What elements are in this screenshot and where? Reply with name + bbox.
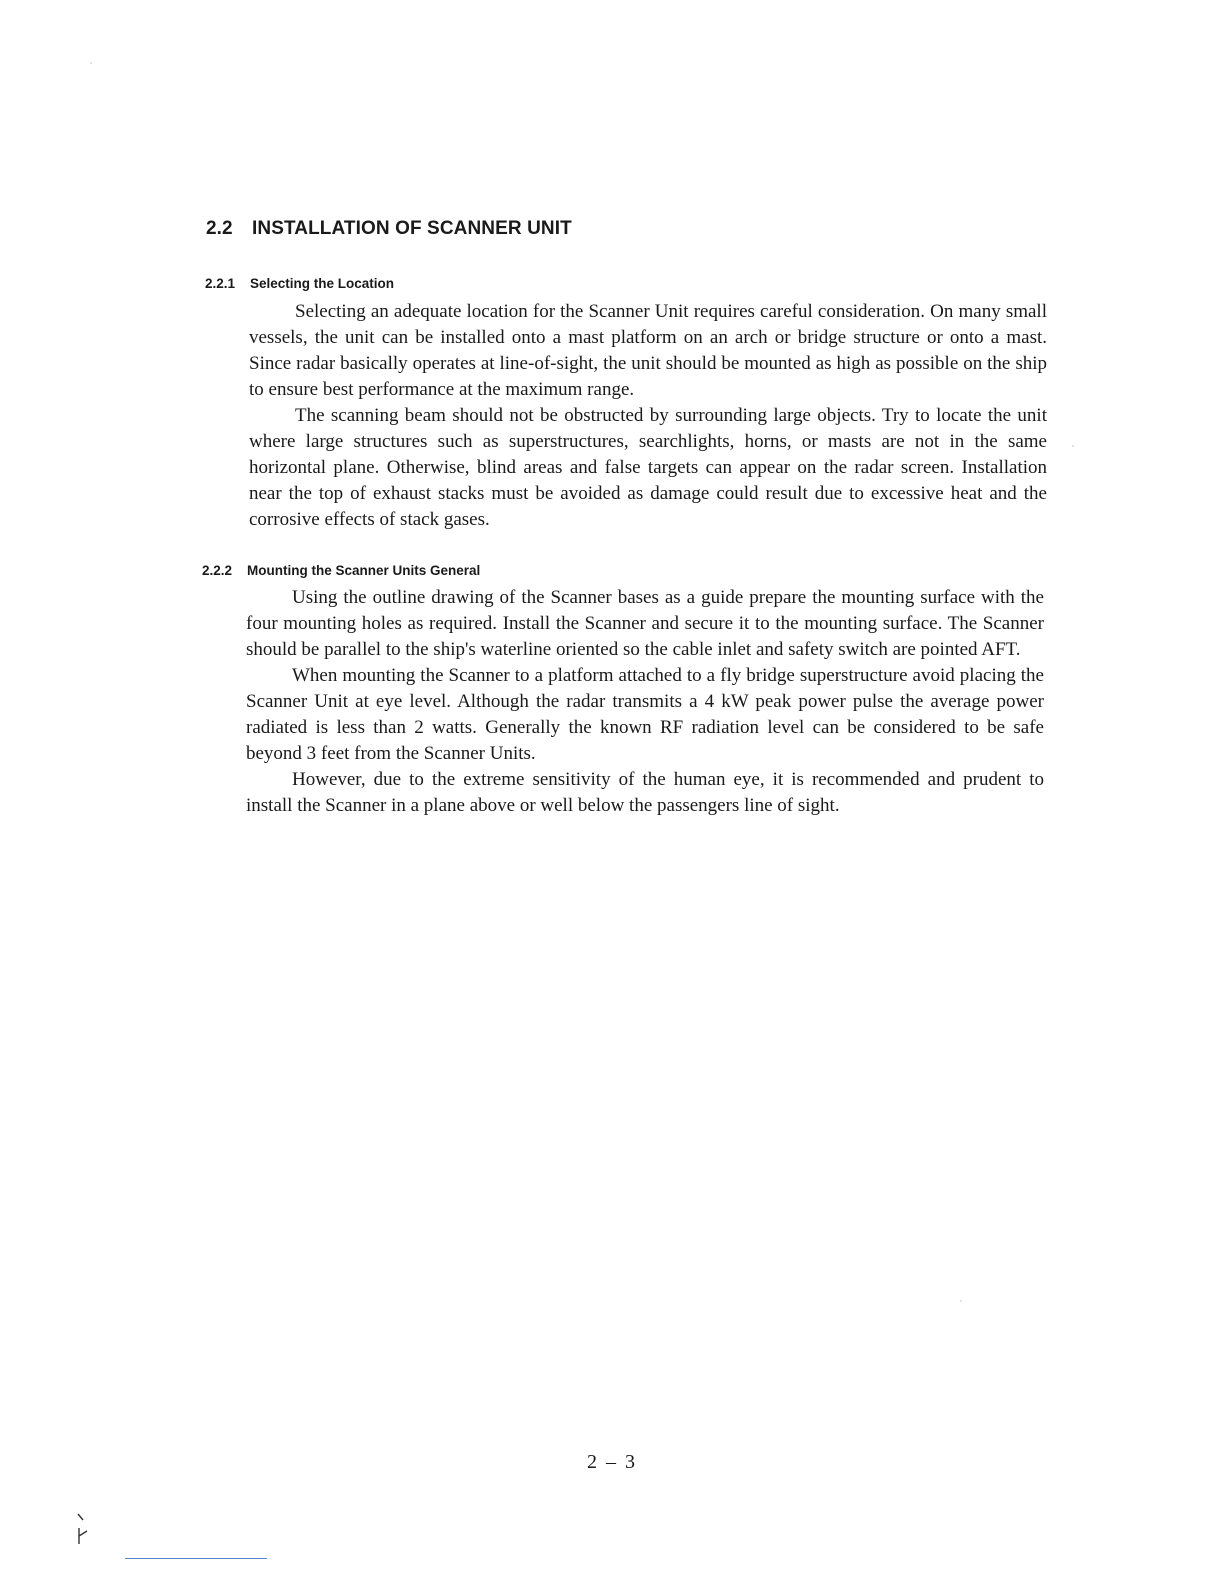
subsection-heading-mounting-scanner <box>202 563 480 578</box>
section-number: 2.2 <box>206 218 233 239</box>
subsection-title: Selecting the Location <box>250 276 395 291</box>
subsection-heading-selecting-location <box>205 276 394 291</box>
page-number: 2 – 3 <box>587 1451 637 1473</box>
subsection-body-mounting-scanner <box>246 585 1044 819</box>
paragraph: Selecting an adequate location for the Scanner Unit requires careful consideration. On many small vessels, the unit can be installed onto a mast platform on an arch or bridge structure or onto a mast. Since radar basically operates at line-of-sight, the unit should be mounted as high as possible on the ship to ensure best performance at the maximum range. <box>249 301 1047 400</box>
subsection-number: 2.2.2 <box>202 563 233 578</box>
footer-rule <box>125 1558 267 1559</box>
scan-speck <box>90 62 92 64</box>
scan-speck <box>960 1300 962 1302</box>
scan-mark-icon <box>74 1512 94 1546</box>
paragraph: When mounting the Scanner to a platform attached to a fly bridge superstructure avoid placing the Scanner Unit at eye level. Although the radar transmits a 4 kW peak power pulse the average power radiated is less than 2 watts. Generally the known RF radiation level can be considered to be safe beyond 3 feet from the Scanner Units. <box>246 665 1044 764</box>
paragraph: Using the outline drawing of the Scanner bases as a guide prepare the mounting surface with the four mounting holes as required. Install the Scanner and secure it to the mounting surface. The Scanner should be parallel to the ship's waterline oriented so the cable inlet and safety switch are pointed AFT. <box>246 587 1044 660</box>
subsection-title: Mounting the Scanner Units General <box>247 563 481 578</box>
paragraph: The scanning beam should not be obstructed by surrounding large objects. Try to locate the unit where large structures such as superstructures, searchlights, horns, or masts are not in the same horizontal plane. Otherwise, blind areas and false targets can appear on the radar screen. Installation near the top of exhaust stacks must be avoided as damage could result due to excessive heat and the corrosive effects of stack gases. <box>249 405 1047 530</box>
subsection-number: 2.2.1 <box>205 276 236 291</box>
paragraph: However, due to the extreme sensitivity of the human eye, it is recommended and prudent to install the Scanner in a plane above or well below the passengers line of sight. <box>246 769 1044 816</box>
section-heading <box>206 218 572 240</box>
section-title: INSTALLATION OF SCANNER UNIT <box>252 218 572 239</box>
scan-speck <box>1072 445 1074 447</box>
subsection-body-selecting-location <box>249 299 1047 533</box>
